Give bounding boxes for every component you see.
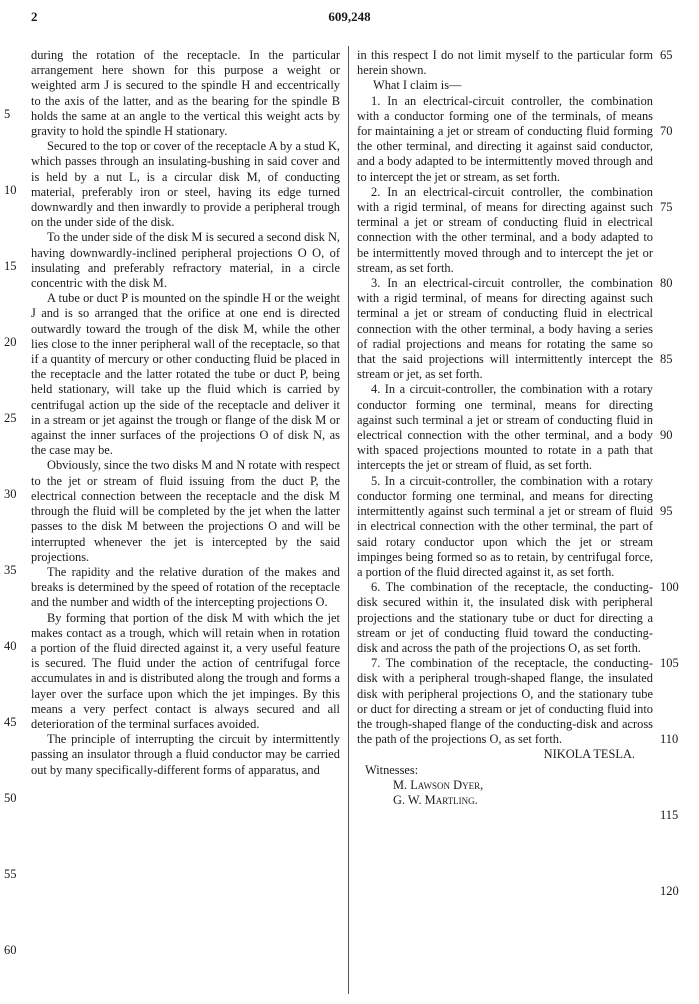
line-number: 10 <box>4 183 17 197</box>
page-number: 2 <box>31 9 38 24</box>
line-number: 55 <box>4 867 17 881</box>
claims-heading: What I claim is— <box>373 78 462 93</box>
line-number: 75 <box>660 200 673 214</box>
paragraph: in this respect I do not limit myself to the particular form herein shown. <box>357 48 653 78</box>
line-number: 45 <box>4 715 17 729</box>
line-number: 30 <box>4 487 17 501</box>
line-number: 85 <box>660 352 673 366</box>
line-number: 15 <box>4 259 17 273</box>
paragraph: The principle of interrupting the circuit by intermittently passing an insulator through a fluid conductor may be carried out by many specifically-different forms of apparatus, and <box>31 732 340 777</box>
line-number: 70 <box>660 124 673 138</box>
line-number: 120 <box>660 884 679 898</box>
claim-3: 3. In an electrical-circuit controller, the combination with a rigid terminal, of means for directing against such terminal a jet or stream of conducting fluid in electrical connection with the other terminal, a body having a series of radial projections and means for rotating the same so that the said projections will intermittently intercept the stream or jet, as set forth. <box>357 276 653 382</box>
line-number: 95 <box>660 504 673 518</box>
line-number: 110 <box>660 732 679 746</box>
line-number: 65 <box>660 48 673 62</box>
column-divider <box>348 46 349 994</box>
paragraph: A tube or duct P is mounted on the spindle H or the weight J and is so arranged that the orifice at one end is directed outwardly toward the trough of the disk M, while the other lies close to the inner peripheral wall of the receptacle, so that if a quantity of mercury or other conducting fluid be placed in the receptacle and the latter rotated the tube or duct P, being held stationary, will take up the fluid which is carried by centrifugal action up the side of the receptacle and deliver it in a stream or jet against the trough or flange of the disk M or against the inner surfaces of the projections O of disk N, as the case may be. <box>31 291 340 458</box>
paragraph: Secured to the top or cover of the receptacle A by a stud K, which passes through an insulating-bushing in said cover and is held by a nut L, is a circular disk M, of conducting material, preferably iron or steel, having its edge turned downwardly and then inwardly to provide a peripheral trough on the under side of the disk. <box>31 139 340 230</box>
witness-name: G. W. Martling. <box>393 792 478 807</box>
paragraph: The rapidity and the relative duration of the makes and breaks is determined by the speed of rotation of the receptacle and the number and width of the intercepting projections O. <box>31 564 340 610</box>
patent-number: 609,248 <box>328 9 371 24</box>
paragraph: To the under side of the disk M is secured a second disk N, having downwardly-inclined peripheral projections O O, of insulating and preferably refractory material, in a circle concentric with the disk M. <box>31 230 340 291</box>
claim-5: 5. In a circuit-controller, the combination with a rotary conductor forming one terminal, and means for directing intermittently against such terminal a jet or stream of fluid in electrical connection with the other terminal, the part of said rotary conductor upon which the jet or stream impinges being formed so as to retain, by centrifugal force, a portion of the fluid directed against it, as set forth. <box>357 473 653 579</box>
paragraph: during the rotation of the receptacle. In the particular arrangement here shown for this purpose a weight or weighted arm J is secured to the spindle H and eccentrically to the axis of the latter, and as the bearing for the spindle B holds the same at an angle to the vertical this weight acts by gravity to hold the spindle H stationary. <box>31 48 340 139</box>
claim-2: 2. In an electrical-circuit controller, the combination with a rigid terminal, of means for directing against such terminal a jet or stream of conducting fluid in electrical connection with the other terminal, and a body adapted to be intermittently moved through and to intercept the jet or stream, as set forth. <box>357 184 653 275</box>
line-number: 5 <box>4 107 11 121</box>
line-number: 90 <box>660 428 673 442</box>
witnesses-label: Witnesses: <box>365 762 419 777</box>
claim-4: 4. In a circuit-controller, the combination with a rotary conductor forming one terminal, means for directing against such terminal a jet or stream of conducting fluid in electrical connection with the other terminal, and a body with spaced projections mounted to rotate in a path that intercepts the jet or stream of fluid, as set forth. <box>357 382 653 473</box>
line-number: 50 <box>4 791 17 805</box>
line-number: 25 <box>4 411 17 425</box>
paragraph: Obviously, since the two disks M and N rotate with respect to the jet or stream of fluid issuing from the duct P, the electrical connection between the receptacle and the disk M through the fluid will be completed by the jet when the latter passes to the disk M between the projections O and will be interrupted whenever the jet is intercepted by the said projections. <box>31 458 340 564</box>
claim-1: 1. In an electrical-circuit controller, the combination with a conductor forming one of the terminals, of means for maintaining a jet or stream of conducting fluid forming the other terminal, and directing it against said conductor, and a body adapted to be intermittently moved through and to intercept the jet or stream, as set forth. <box>357 93 653 184</box>
paragraph: By forming that portion of the disk M with which the jet makes contact as a trough, which will retain when in rotation a portion of the fluid directed against it, a very useful feature is secured. The fluid under the action of centrifugal force accumulates in and is distributed along the trough and forms a layer over the surface upon which the jet impinges. By this means a very perfect contact is always secured and all deterioration of the terminal surfaces avoided. <box>31 610 340 731</box>
signature: NIKOLA TESLA. <box>543 747 635 762</box>
line-number: 35 <box>4 563 17 577</box>
claim-6: 6. The combination of the receptacle, the conducting-disk secured within it, the insulated disk with peripheral projections and the stationary tube or duct for directing a stream or jet of conducting fluid toward the conducting-disk and across the path of the projections O, as set forth. <box>357 580 653 655</box>
line-number: 115 <box>660 808 679 822</box>
line-number: 60 <box>4 943 17 957</box>
line-number: 20 <box>4 335 17 349</box>
right-column <box>357 48 653 808</box>
line-number: 105 <box>660 656 679 670</box>
claim-7: 7. The combination of the receptacle, the conducting-disk with a peripheral trough-shaped flange, the insulated disk with peripheral projections O, and the stationary tube or duct for directing a stream or jet of conducting fluid into the trough-shaped flange of the conducting-disk and across the path of the projections O, as set forth. <box>357 656 653 747</box>
line-number: 100 <box>660 580 679 594</box>
left-column <box>31 48 340 778</box>
line-number: 80 <box>660 276 673 290</box>
line-number: 40 <box>4 639 17 653</box>
witness-name: M. Lawson Dyer, <box>393 777 484 792</box>
